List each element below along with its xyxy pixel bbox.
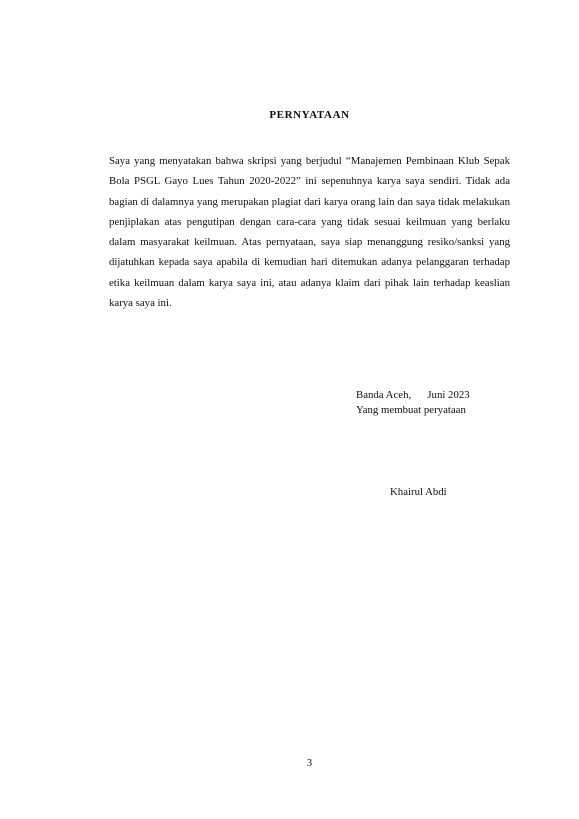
- maker-label: Yang membuat peryataan: [356, 404, 466, 416]
- statement-paragraph: Saya yang menyatakan bahwa skripsi yang berjudul “Manajemen Pembinaan Klub Sepak Bola PSGL Gayo Lues Tahun 2020-2022” ini sepenuhnya karya saya sendiri. Tidak ada bagian di dalamnya yang merupakan plagiat dari karya orang lain dan saya tidak melakukan penjiplakan atas pengutipan dengan cara-cara yang tidak sesuai keilmuan yang berlaku dalam masyarakat keilmuan. Atas pernyataan, saya siap menanggung resiko/sanksi yang dijatuhkan kepada saya apabila di kemudian hari ditemukan adanya pelanggaran terhadap etika keilmuan dalam karya saya ini, atau adanya klaim dari pihak lain terhadap keaslian karya saya ini.: [109, 155, 510, 310]
- page-number: 3: [306, 757, 313, 769]
- statement-body: [109, 151, 510, 313]
- page-title: PERNYATAAN: [269, 109, 350, 121]
- place-date: Banda Aceh, Juni 2023: [356, 389, 470, 401]
- signer-name: Khairul Abdi: [390, 486, 447, 498]
